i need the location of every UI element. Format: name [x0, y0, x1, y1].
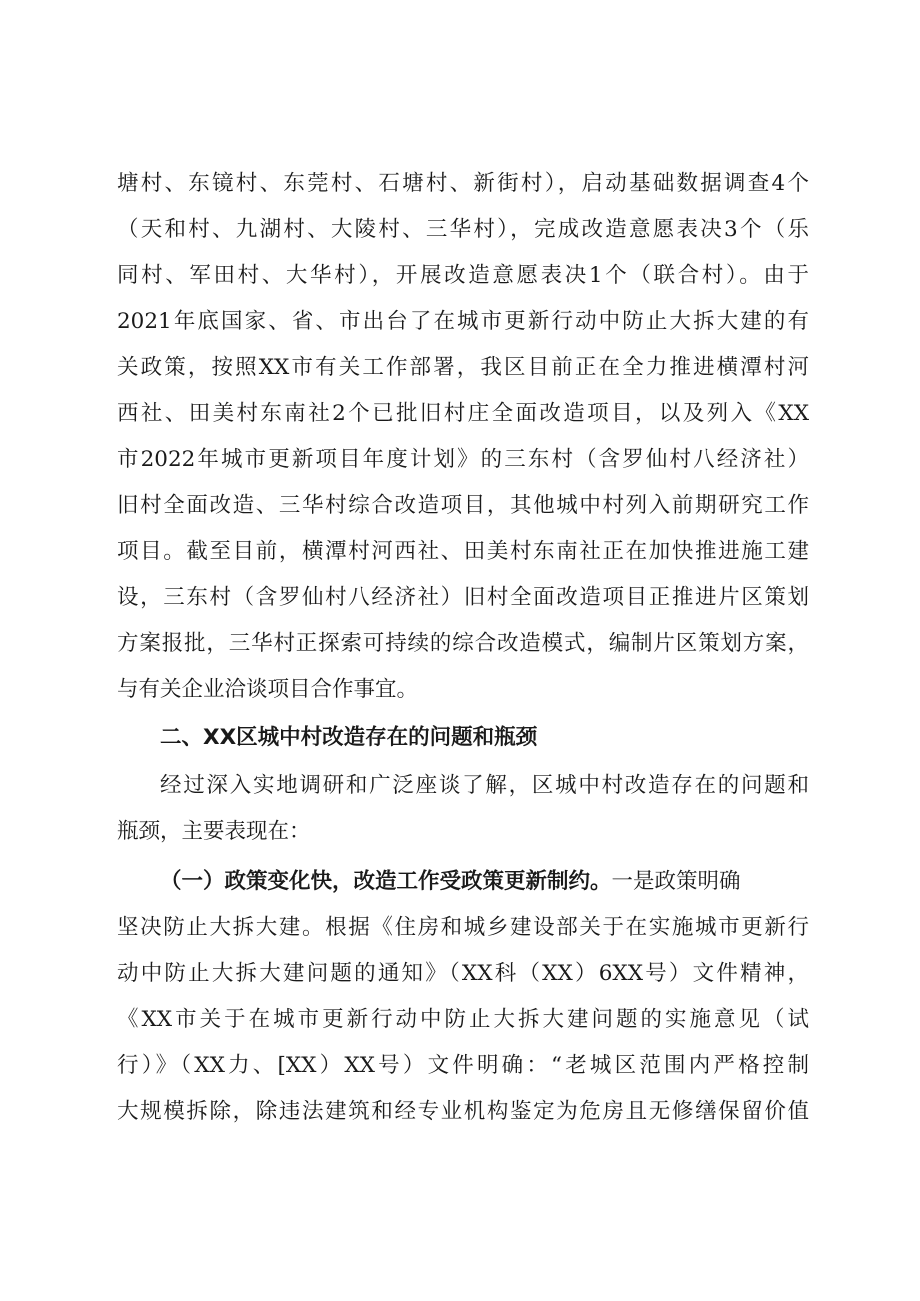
paragraph1-line-6: 西社、田美村东南社2个已批旧村庄全面改造项目，以及列入《XX	[117, 401, 809, 426]
paragraph1-line-11: 方案报批，三华村正探索可持续的综合改造模式，编制片区策划方案，	[117, 631, 809, 656]
paragraph1-line-5: 关政策，按照XX市有关工作部署，我区目前正在全力推进横潭村河	[117, 355, 809, 380]
paragraph3-line-3: 动中防止大拆大建问题的通知》（XX科（XX）6XX号）文件精神，	[117, 961, 809, 986]
paragraph1-line-4: 2021年底国家、省、市出台了在城市更新行动中防止大拆大建的有	[117, 309, 809, 334]
paragraph2-line-2: 瓶颈，主要表现在：	[117, 819, 311, 844]
section-heading-2: 二、XX区城中村改造存在的问题和瓶颈	[160, 725, 538, 750]
paragraph1-line-1: 塘村、东镜村、东莞村、石塘村、新街村），启动基础数据调查4个	[117, 171, 809, 196]
paragraph1-line-7: 市2022年城市更新项目年度计划》的三东村（含罗仙村八经济社）	[117, 447, 809, 472]
paragraph1-line-12: 与有关企业洽谈项目合作事宜。	[117, 677, 419, 702]
paragraph3-line-4: 《XX市关于在城市更新行动中防止大拆大建问题的实施意见（试	[117, 1007, 809, 1032]
paragraph3-line-5: 行）》（XX力、[XX）XX号）文件明确：“老城区范围内严格控制	[117, 1053, 809, 1078]
paragraph3-bold-lead: （一）政策变化快，改造工作受政策更新制约。	[160, 869, 612, 894]
paragraph1-line-2: （天和村、九湖村、大陵村、三华村），完成改造意愿表决3个（乐	[117, 217, 809, 242]
paragraph3-line-1	[160, 862, 809, 902]
paragraph1-line-10: 设，三东村（含罗仙村八经济社）旧村全面改造项目正推进片区策划	[117, 585, 809, 610]
paragraph2-line-1: 经过深入实地调研和广泛座谈了解，区城中村改造存在的问题和	[160, 773, 809, 798]
paragraph3-line-6: 大规模拆除，除违法建筑和经专业机构鉴定为危房且无修缮保留价值	[117, 1099, 809, 1124]
paragraph1-line-8: 旧村全面改造、三华村综合改造项目，其他城中村列入前期研究工作	[117, 493, 809, 518]
paragraph3-line-2: 坚决防止大拆大建。根据《住房和城乡建设部关于在实施城市更新行	[117, 915, 809, 940]
paragraph3-first-line-rest: 一是政策明确	[611, 869, 741, 894]
paragraph1-line-9: 项目。截至目前，横潭村河西社、田美村东南社正在加快推进施工建	[117, 539, 809, 564]
paragraph1-line-3: 同村、军田村、大华村），开展改造意愿表决1个（联合村）。由于	[117, 263, 809, 288]
